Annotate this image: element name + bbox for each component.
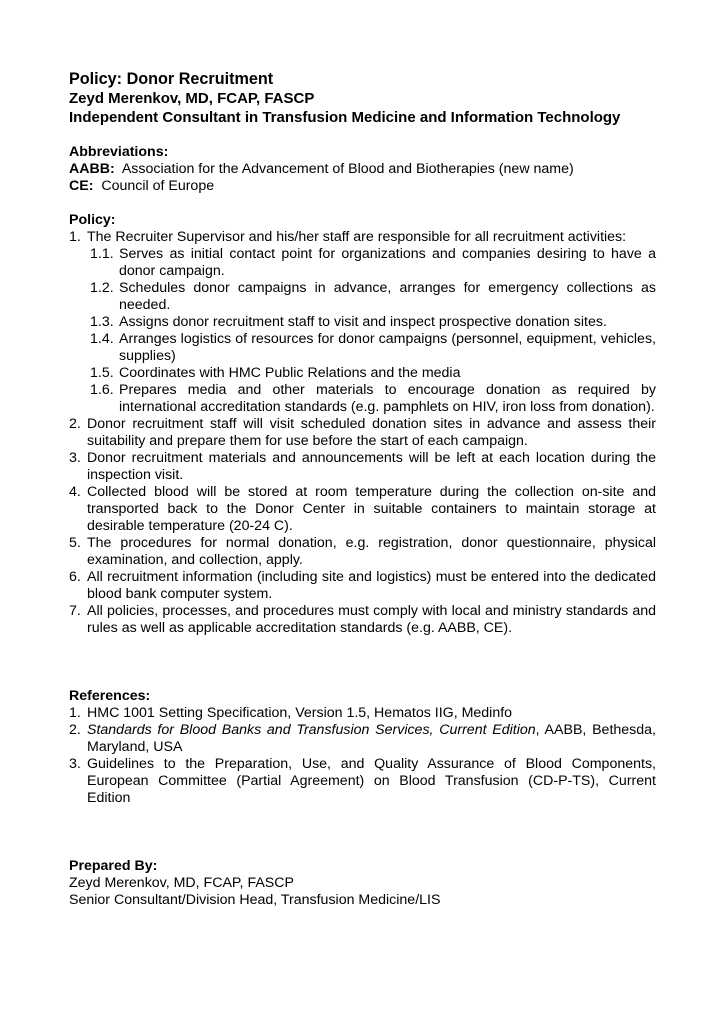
policy-subitem-1-6: 1.6. Prepares media and other materials to encourage donation as required by international accreditation standards (e.g. pamphlets on HIV, iron loss from donation). — [90, 382, 656, 415]
document-page — [69, 70, 656, 909]
prepared-by-heading: Prepared By: — [69, 858, 158, 874]
policy-list — [69, 229, 656, 637]
reference-item-2: 2. Standards for Blood Banks and Transfusion Services, Current Edition, AABB, Bethesda, Maryland, USA — [69, 722, 656, 755]
reference-item-3: 3. Guidelines to the Preparation, Use, and Quality Assurance of Blood Components, European Committee (Partial Agreement) on Blood Transfusion (CD-P-TS), Current Edition — [69, 756, 656, 806]
policy-heading: Policy: — [69, 212, 116, 228]
policy-subitem-1-4: 1.4. Arranges logistics of resources for donor campaigns (personnel, equipment, vehicles, supplies) — [90, 331, 656, 364]
references-list — [69, 705, 656, 807]
policy-item-5: 5. The procedures for normal donation, e.g. registration, donor questionnaire, physical examination, and collection, apply. — [69, 535, 656, 568]
policy-subitem-1-1: 1.1. Serves as initial contact point for organizations and companies desiring to have a donor campaign. — [90, 246, 656, 279]
policy-item-3: 3. Donor recruitment materials and announcements will be left at each location during the inspection visit. — [69, 450, 656, 483]
preparer-title: Senior Consultant/Division Head, Transfusion Medicine/LIS — [69, 892, 441, 908]
policy-item-7: 7. All policies, processes, and procedures must comply with local and ministry standards and rules as well as applicable accreditation standards (e.g. AABB, CE). — [69, 603, 656, 636]
preparer-name: Zeyd Merenkov, MD, FCAP, FASCP — [69, 875, 294, 891]
author-affiliation: Independent Consultant in Transfusion Medicine and Information Technology — [69, 109, 621, 126]
author-name: Zeyd Merenkov, MD, FCAP, FASCP — [69, 90, 315, 107]
policy-item-6: 6. All recruitment information (including site and logistics) must be entered into the dedicated blood bank computer system. — [69, 569, 656, 602]
policy-subitem-1-3: 1.3. Assigns donor recruitment staff to visit and inspect prospective donation sites. — [90, 314, 607, 330]
policy-title: Policy: Donor Recruitment — [69, 70, 274, 88]
abbreviation-aabb: AABB: Association for the Advancement of Blood and Biotherapies (new name) — [69, 161, 574, 177]
policy-item-4: 4. Collected blood will be stored at room temperature during the collection on-site and transported back to the Donor Center in suitable containers to maintain storage at desirable temperature (20-24 C). — [69, 484, 656, 534]
policy-item-2: 2. Donor recruitment staff will visit scheduled donation sites in advance and assess their suitability and prepare them for use before the start of each campaign. — [69, 416, 656, 449]
abbreviations-heading: Abbreviations: — [69, 144, 169, 160]
policy-item-1: 1. The Recruiter Supervisor and his/her staff are responsible for all recruitment activities: — [69, 229, 627, 245]
reference-item-1: 1. HMC 1001 Setting Specification, Version 1.5, Hematos IIG, Medinfo — [69, 705, 513, 721]
abbreviation-ce: CE: Council of Europe — [69, 178, 215, 194]
policy-subitem-1-2: 1.2. Schedules donor campaigns in advance, arranges for emergency collections as needed. — [90, 280, 656, 313]
policy-subitem-1-5: 1.5. Coordinates with HMC Public Relations and the media — [90, 365, 461, 381]
references-heading: References: — [69, 688, 151, 704]
